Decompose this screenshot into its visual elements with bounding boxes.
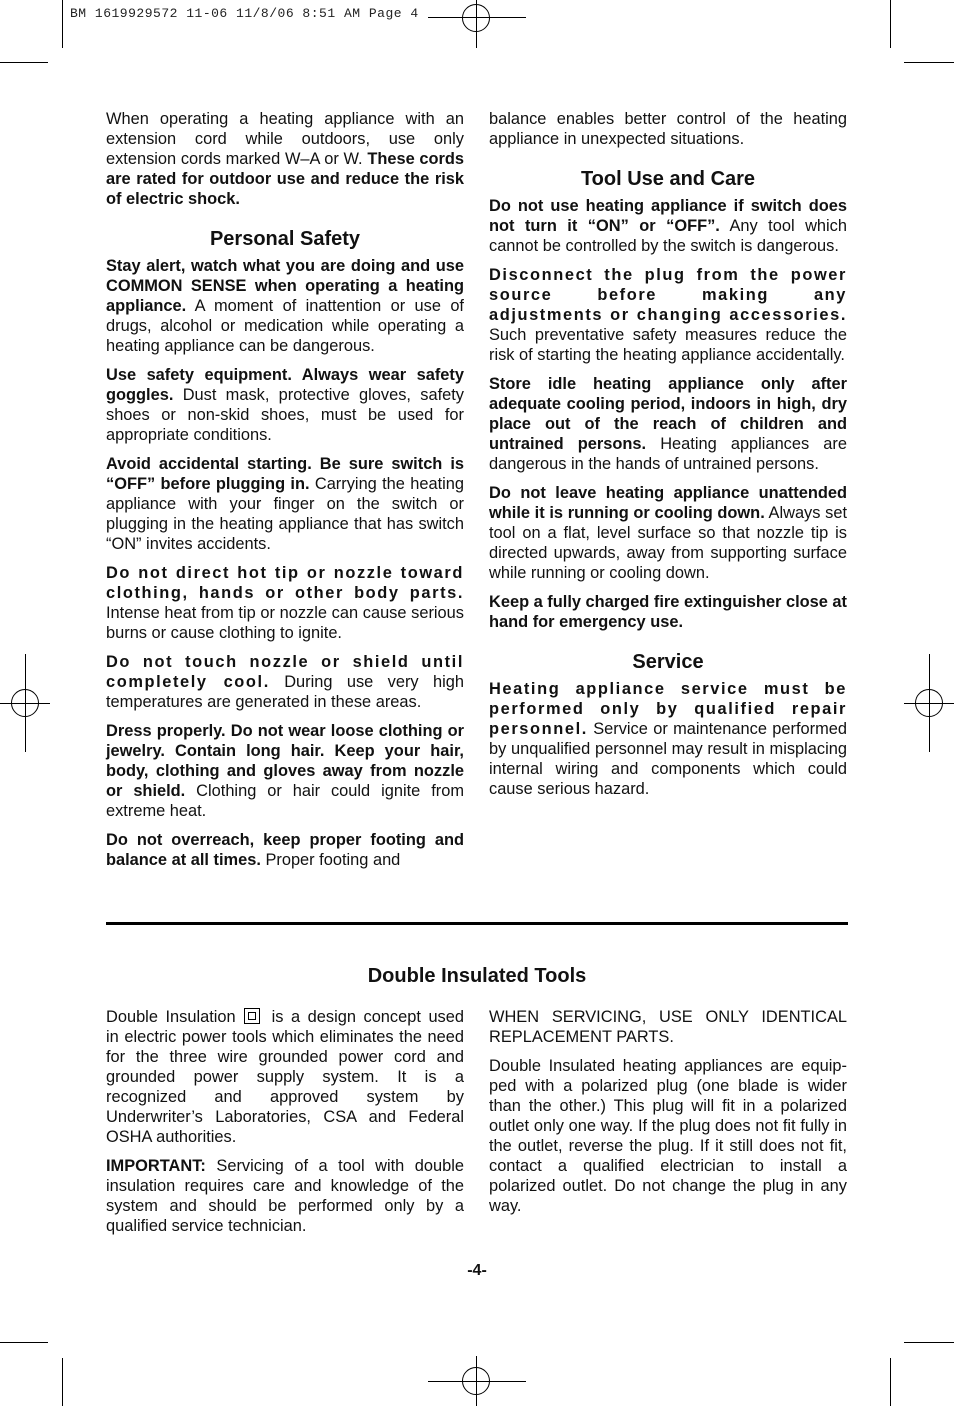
safety-explanation: Carrying the heating appliance with your finger on the switch or plugging in the heating appliance that has switch “ON” invites accidents. (106, 475, 464, 553)
registration-mark (11, 689, 39, 717)
tool-explanation: Any tool which cannot be controlled by the switch is dangerous. (489, 217, 847, 255)
safety-explanation: A moment of inattention or use of drugs, alcohol or medication while operating a heating appliance can be dangerous. (106, 297, 464, 355)
safety-paragraph (106, 830, 464, 870)
continuation-paragraph: balance enables better control of the heating appliance in unexpected situations. (489, 110, 847, 148)
safety-explanation: Intense heat from tip or nozzle can cause serious burns or cause clothing to ignite. (106, 604, 464, 642)
safety-paragraph (106, 563, 464, 643)
personal-safety-heading: Personal Safety (209, 228, 361, 250)
safety-rule: Do not direct hot tip or nozzle toward clothing, hands or other body parts. (106, 564, 464, 602)
safety-explanation: Dust mask, protective gloves, safety shoes or non-skid shoes, must be used for appropriate conditions. (106, 386, 464, 444)
tool-paragraph (489, 196, 847, 256)
tool-paragraph (489, 265, 847, 365)
tool-use-heading: Tool Use and Care (580, 168, 756, 190)
crop-mark (62, 1358, 63, 1406)
registration-mark (462, 4, 490, 32)
polarized-plug-paragraph: Double Insulated heating appliances are equip-ped with a polarized plug (one blade is wider than the other.) This plug will fit in a polarized outlet only one way. If the plug does not fit fully in the outlet, reverse the plug. If it still does not fit, contact a qualified electrician to install a polarized outlet. Do not change the plug in any way. (489, 1057, 847, 1215)
right-column (489, 109, 847, 808)
double-insulation-paragraph (106, 1007, 464, 1147)
double-insulated-left-column (106, 1007, 464, 1245)
safety-rule: Dress properly. Do not wear loose clothing or jewelry. Contain long hair. Keep your hair, body, clothing and gloves away from nozzle or shield. (106, 722, 464, 800)
tool-explanation: Heating appliances are dangerous in the hands of untrained persons. (489, 435, 847, 473)
page-number: -4- (467, 1262, 487, 1279)
crop-mark (904, 62, 954, 63)
tool-paragraph (489, 483, 847, 583)
intro-warning: These cords are rated for outdoor use and reduce the risk of electric shock. (106, 150, 464, 208)
crop-mark (0, 1342, 48, 1343)
service-explanation: Service or maintenance performed by unqualified personnel may result in misplacing internal wiring and components which could cause serious hazard. (489, 720, 847, 798)
crop-mark (890, 1358, 891, 1406)
crop-mark (890, 0, 891, 48)
safety-paragraph (106, 365, 464, 445)
tool-rule: Keep a fully charged fire extinguisher close at hand for emergency use. (489, 593, 847, 631)
tool-rule: Disconnect the plug from the power source before making any adjustments or changing accessories. (489, 266, 847, 324)
safety-rule: Do not overreach, keep proper footing and balance at all times. (106, 831, 464, 869)
crop-mark (62, 0, 63, 48)
tool-paragraph (489, 592, 847, 632)
safety-rule: Use safety equipment. Always wear safety goggles. (106, 366, 464, 404)
service-rule: Heating appliance service must be performed only by qualified repair personnel. (489, 680, 847, 738)
safety-explanation: Clothing or hair could ignite from extreme heat. (106, 782, 464, 820)
safety-rule: Do not touch nozzle or shield until completely cool. (106, 653, 464, 691)
safety-explanation: During use very high temperatures are generated in these areas. (106, 673, 464, 711)
safety-paragraph (106, 652, 464, 712)
section-divider (106, 922, 848, 925)
left-column (106, 109, 464, 879)
service-paragraph (489, 679, 847, 799)
tool-rule: Store idle heating appliance only after adequate cooling period, indoors in high, dry place out of the reach of children and untrained persons. (489, 375, 847, 453)
crop-mark (0, 62, 48, 63)
double-insulated-right-column (489, 1007, 847, 1225)
important-text: Servicing of a tool with double insulation requires care and knowledge of the system and should be performed only by a qualified service technician. (106, 1157, 464, 1235)
important-label: IMPORTANT: (106, 1157, 206, 1175)
safety-explanation: Proper footing and (265, 851, 401, 869)
registration-mark (462, 1367, 490, 1395)
safety-paragraph (106, 256, 464, 356)
printer-slug: BM 1619929572 11-06 11/8/06 8:51 AM Page 4 (70, 6, 419, 21)
safety-rule: Avoid accidental starting. Be sure switch is “OFF” before plugging in. (106, 455, 464, 493)
safety-rule: Stay alert, watch what you are doing and use COMMON SENSE when operating a heating appliance. (106, 257, 464, 315)
safety-paragraph (106, 454, 464, 554)
crop-mark (904, 1342, 954, 1343)
safety-paragraph (106, 721, 464, 821)
servicing-notice: WHEN SERVICING, USE ONLY IDENTICAL REPLACEMENT PARTS. (489, 1008, 847, 1046)
double-insulation-label: Double Insulation (106, 1008, 236, 1026)
double-insulation-symbol-icon (244, 1008, 260, 1024)
service-heading: Service (632, 651, 704, 673)
tool-paragraph (489, 374, 847, 474)
intro-paragraph (106, 109, 464, 209)
tool-explanation: Always set tool on a flat, level surface so that nozzle tip is directed upwards, away from supporting surface while running or cooling down. (489, 504, 847, 582)
tool-explanation: Such preventative safety measures reduce the risk of starting the heating appliance accidentally. (489, 326, 847, 364)
tool-rule: Do not leave heating appliance unattended while it is running or cooling down. (489, 484, 847, 522)
important-paragraph (106, 1156, 464, 1236)
double-insulation-description: is a design concept used in electric power tools which eliminates the need for the three wire grounded power cord and grounded power supply system. It is a recognized and approved system by Underwriter’s Laboratories, CSA and Federal OSHA authorities. (106, 1008, 464, 1146)
registration-mark (915, 689, 943, 717)
double-insulated-title: Double Insulated Tools (367, 965, 587, 987)
tool-rule: Do not use heating appliance if switch does not turn it “ON” or “OFF”. (489, 197, 847, 235)
intro-text: When operating a heating appliance with an extension cord while outdoors, use only extension cords marked W–A or W. (106, 110, 464, 168)
